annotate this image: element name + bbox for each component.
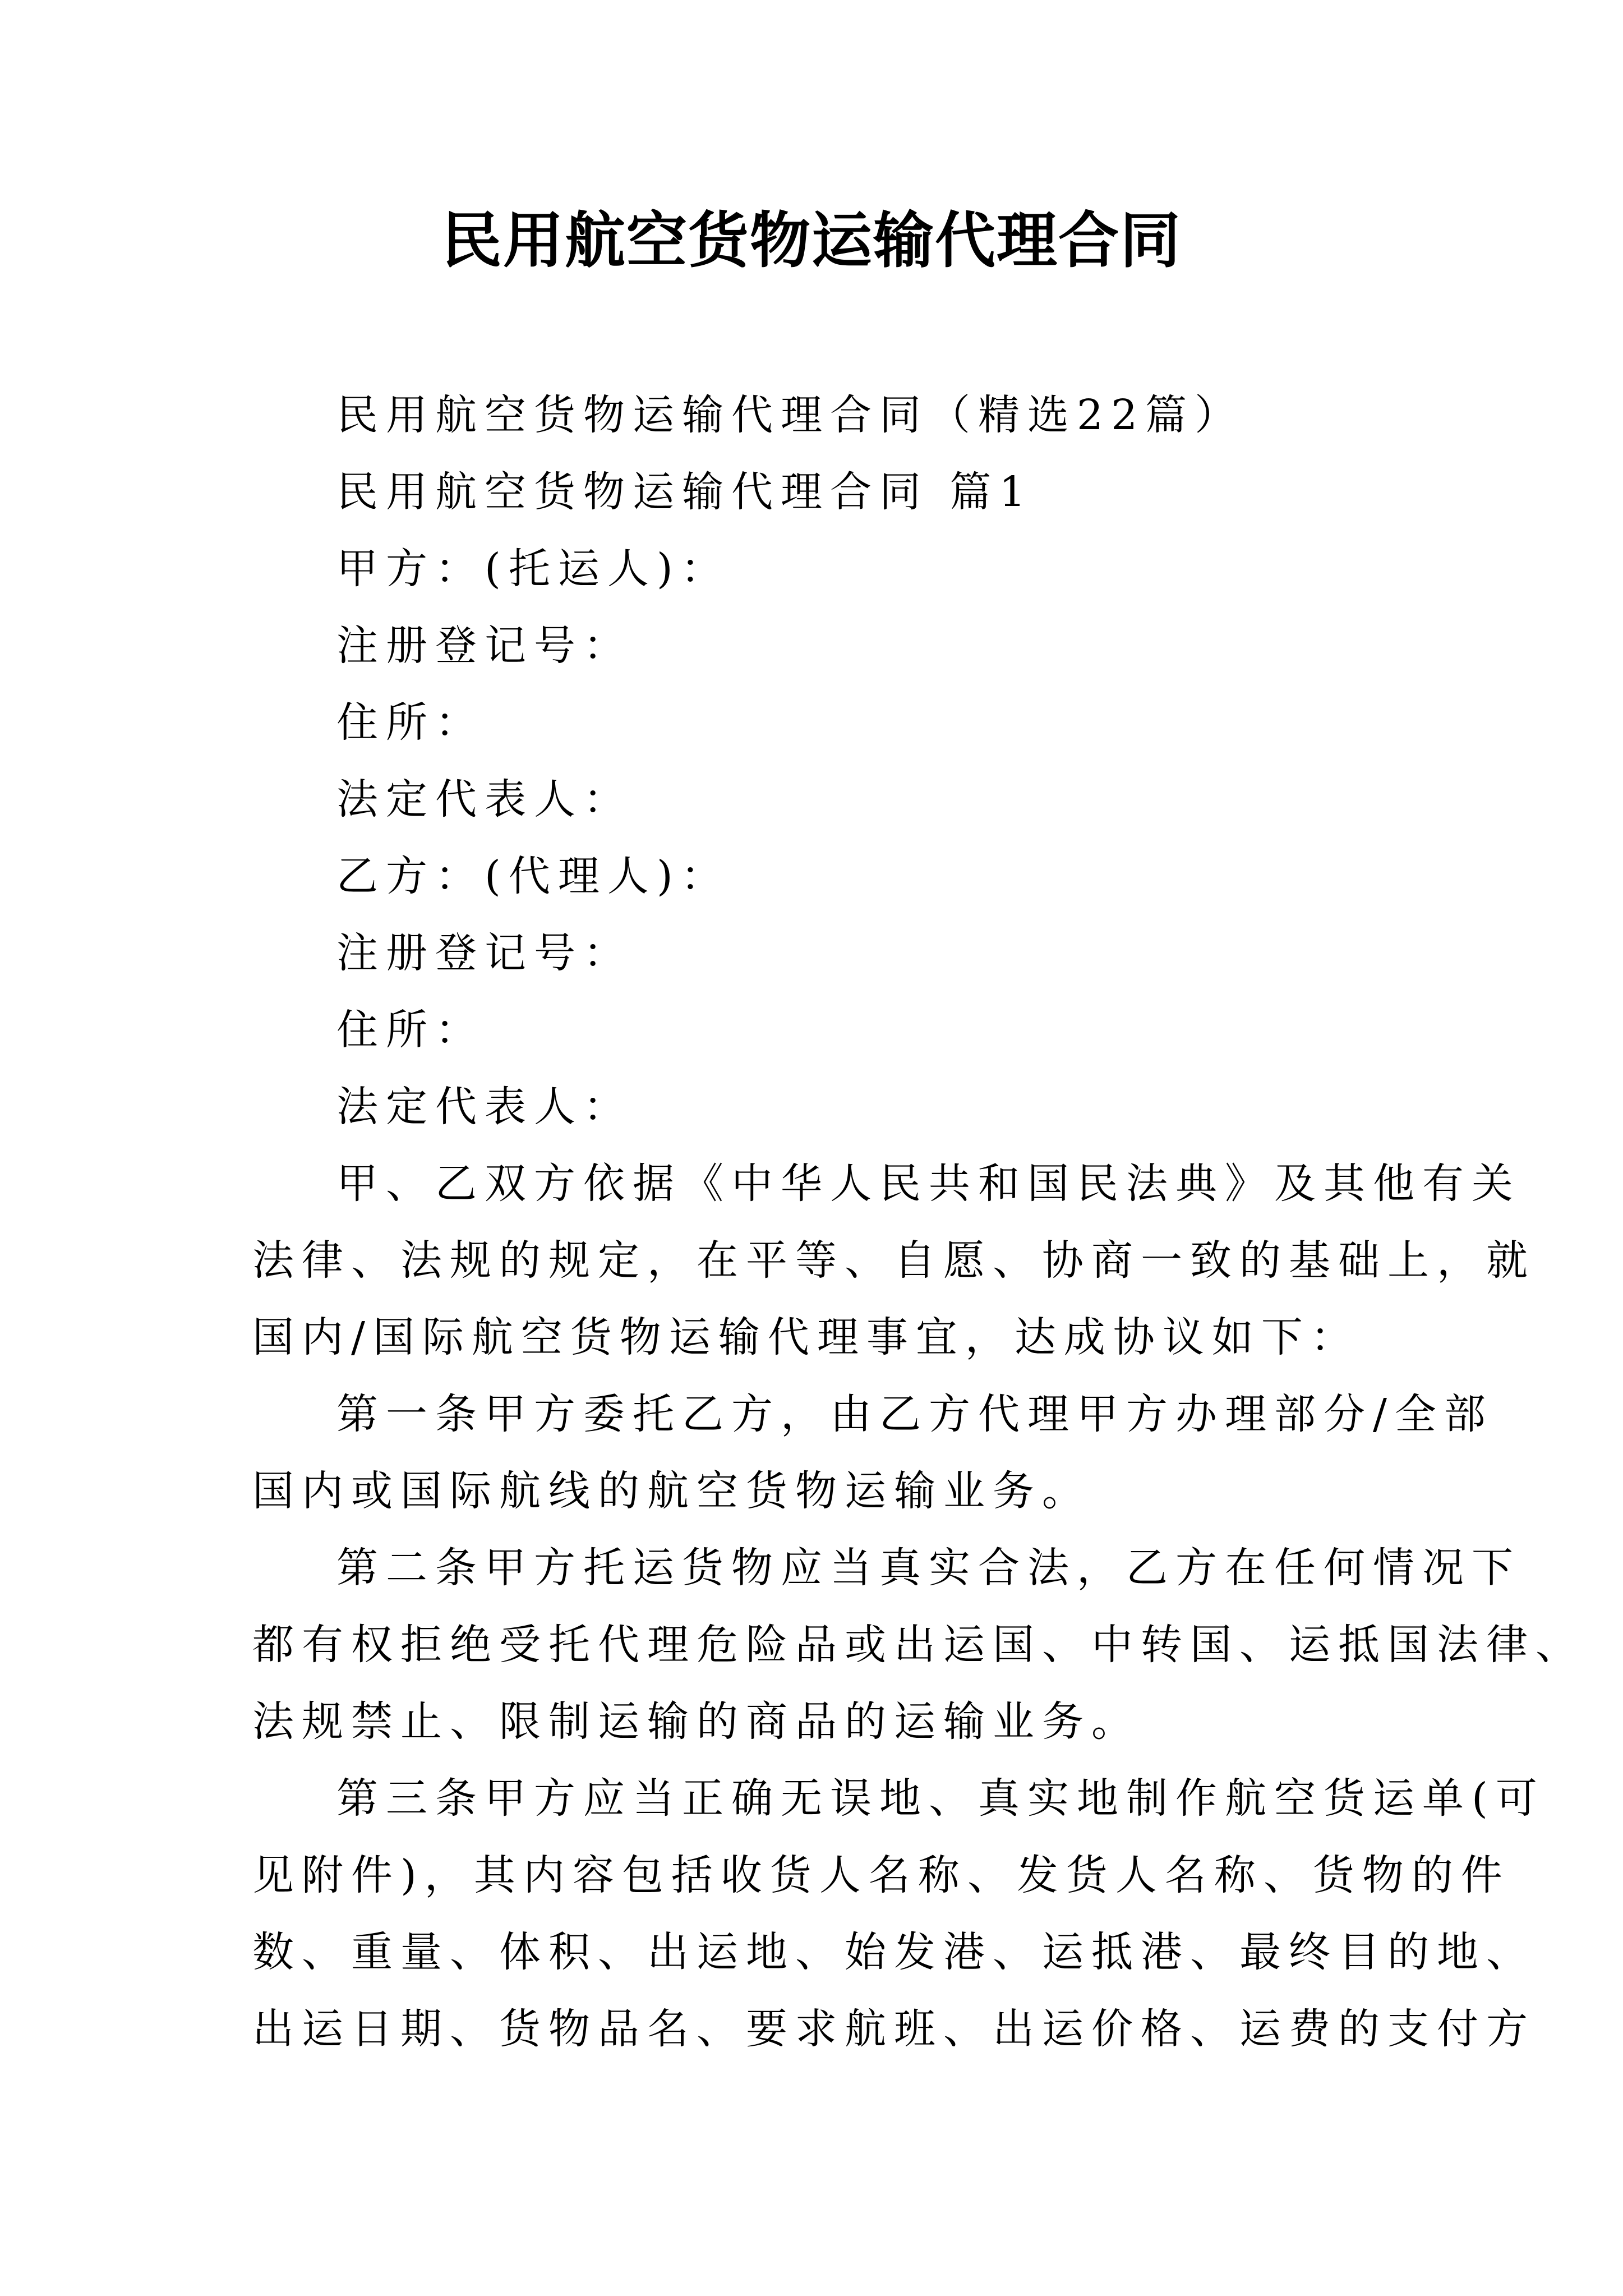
article-1-line: 第一条甲方委托乙方，由乙方代理甲方办理部分/全部	[336, 1390, 1493, 1438]
party-a-address: 住所：	[336, 698, 485, 747]
party-b-label: 乙方：(代理人)：	[336, 852, 730, 900]
preamble-line: 法律、法规的规定，在平等、自愿、协商一致的基础上，就	[252, 1236, 1536, 1285]
preamble-line: 甲、乙双方依据《中华人民共和国民法典》及其他有关	[336, 1159, 1521, 1208]
party-b-registration: 注册登记号：	[336, 929, 633, 977]
article-1-line: 国内或国际航线的航空货物运输业务。	[252, 1467, 1091, 1515]
article-3-line: 第三条甲方应当正确无误地、真实地制作航空货运单(可	[336, 1774, 1545, 1823]
article-3-line: 见附件)，其内容包括收货人名称、发货人名称、货物的件	[252, 1851, 1510, 1899]
article-3-line: 数、重量、体积、出运地、始发港、运抵港、最终目的地、	[252, 1928, 1536, 1976]
article-2-line: 第二条甲方托运货物应当真实合法，乙方在任何情况下	[336, 1544, 1521, 1592]
document-title: 民用航空货物运输代理合同	[441, 206, 1182, 276]
article-2-line: 都有权拒绝受托代理危险品或出运国、中转国、运抵国法律、	[252, 1621, 1585, 1669]
section-heading: 民用航空货物运输代理合同 篇1	[336, 468, 1034, 516]
party-a-representative: 法定代表人：	[336, 775, 633, 823]
article-2-line: 法规禁止、限制运输的商品的运输业务。	[252, 1697, 1141, 1746]
party-b-representative: 法定代表人：	[336, 1083, 633, 1131]
party-a-registration: 注册登记号：	[336, 622, 633, 670]
subtitle-line: 民用航空货物运输代理合同（精选22篇）	[336, 391, 1244, 439]
preamble-line: 国内/国际航空货物运输代理事宜，达成协议如下：	[252, 1313, 1360, 1361]
article-3-line: 出运日期、货物品名、要求航班、出运价格、运费的支付方	[252, 2005, 1536, 2053]
party-a-label: 甲方：(托运人)：	[336, 545, 730, 593]
document-body	[252, 377, 1585, 2068]
party-b-address: 住所：	[336, 1006, 485, 1054]
